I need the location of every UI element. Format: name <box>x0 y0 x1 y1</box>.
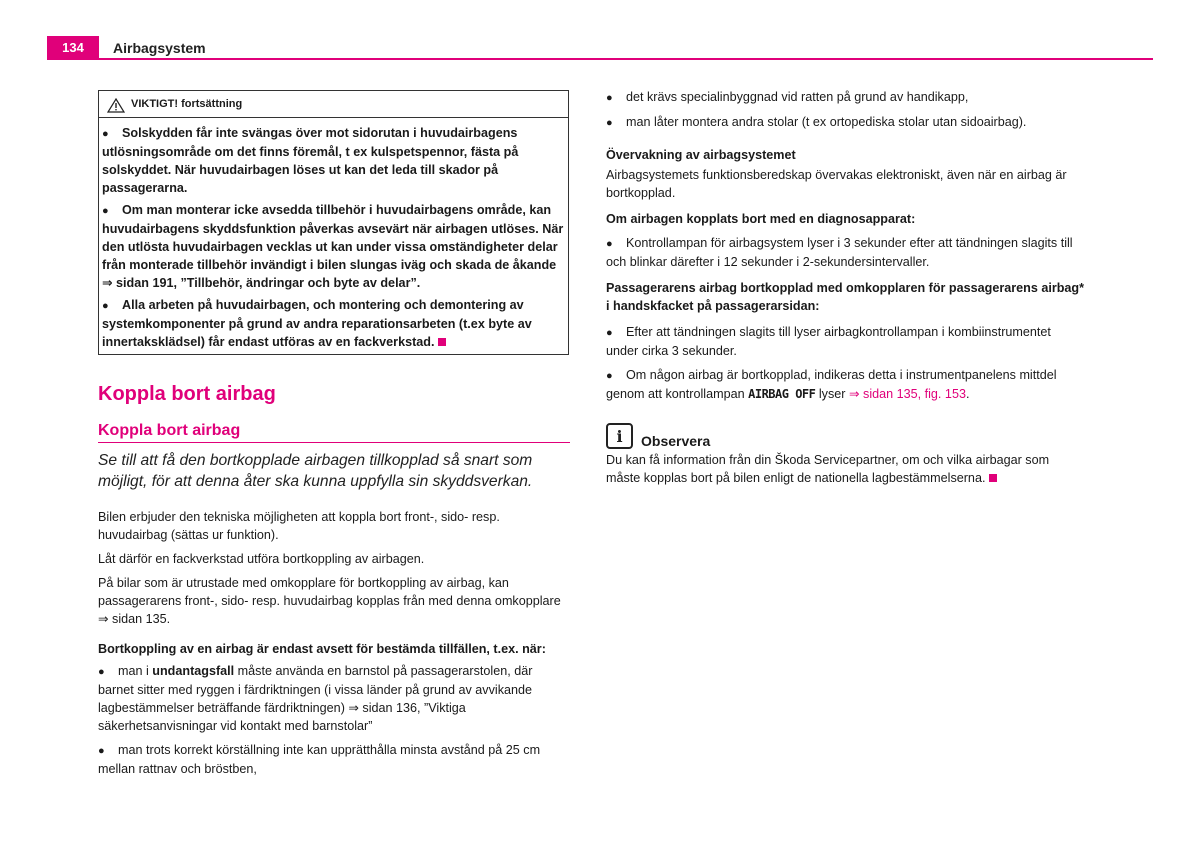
bullet-icon <box>606 113 626 132</box>
page-number: 134 <box>47 36 99 60</box>
bold-intro: Bortkoppling av en airbag är endast avsett för bestämda tillfällen, t.ex. när: <box>98 642 546 656</box>
warning-title: VIKTIGT! fortsättning <box>131 97 243 110</box>
paragraph: Låt därför en fackverkstad utföra bortkoppling av airbagen. <box>98 552 425 566</box>
end-mark-icon <box>989 474 997 482</box>
warning-box <box>98 90 569 355</box>
header-rule <box>47 58 1153 60</box>
bullet-icon <box>606 88 626 107</box>
bullet-icon <box>606 366 626 385</box>
bullet-icon <box>98 741 118 760</box>
chapter-title: Airbagsystem <box>113 40 206 56</box>
lead-text: Se till att få den bortkopplade airbagen tillkopplad så snart som möjligt, för att denna åter ska kunna uppfylla sin skyddsverkan. <box>98 452 533 490</box>
right-column <box>606 88 1086 487</box>
warning-triangle-icon <box>107 97 125 112</box>
page-header <box>47 36 1153 60</box>
note-header <box>606 423 1086 449</box>
list-item: ●man låter montera andra stolar (t ex ortopediska stolar utan sidoairbag). <box>606 113 1086 132</box>
note-title: Observera <box>641 433 711 449</box>
subheading: Övervakning av airbagsystemet <box>606 148 796 162</box>
airbag-off-indicator: AIRBAG OFF <box>748 387 816 401</box>
left-column <box>98 90 570 778</box>
note-body: Du kan få information från din Škoda Servicepartner, om och vilka airbagar som måste kopplas bort på bilen enligt de nationella lagbestämmelserna. <box>606 453 1050 485</box>
section-title: Koppla bort airbag <box>98 383 276 405</box>
end-mark-icon <box>438 338 446 346</box>
list-item: ●Efter att tändningen slagits till lyser airbagkontrollampan i kombiinstrumentet under cirka 3 sekunder. <box>606 323 1086 360</box>
subheading: Om airbagen kopplats bort med en diagnosapparat: <box>606 212 916 226</box>
bullet-icon <box>102 201 122 220</box>
list-item: ●man i undantagsfall måste använda en barnstol på passagerarstolen, där barnet sitter med ryggen i färdriktningen (i vissa länder på grund av avvikande lagbestämmelser beträffande färdriktningen) ⇒ sidan 136, ”Viktiga säkerhetsanvisningar vid kontakt med barnstolar” <box>98 662 570 735</box>
info-i-icon: i <box>606 423 633 449</box>
subsection-title: Koppla bort airbag <box>98 422 570 443</box>
bullet-icon <box>606 323 626 342</box>
warning-item: ●Alla arbeten på huvudairbagen, och montering och demontering av systemkomponenter på grund av andra reparationsarbeten (t.ex byte av innertaksklädsel) får endast utföras av en fackverkstad. <box>102 296 565 351</box>
page-reference: ⇒ sidan 135. <box>98 612 171 626</box>
paragraph: Bilen erbjuder den tekniska möjligheten att koppla bort front-, sido- resp. huvudairbag (sättas ur funktion). <box>98 510 500 542</box>
paragraph: Airbagsystemets funktionsberedskap övervakas elektroniskt, även när en airbag är bortkopplad. <box>606 168 1067 200</box>
page-reference-link[interactable]: ⇒ sidan 135, fig. 153 <box>848 387 966 401</box>
warning-header <box>99 91 568 118</box>
paragraph: På bilar som är utrustade med omkopplare för bortkoppling av airbag, kan passagerarens front-, sido- resp. huvudairbag kopplas från med denna omkopplare ⇒ sidan 135. <box>98 576 561 626</box>
bullet-icon <box>98 662 118 681</box>
warning-item: ●Om man monterar icke avsedda tillbehör i huvudairbagens område, kan huvudairbagens skyddsfunktion påverkas avsevärt när airbagen utlöses. När den utlösta huvudairbagen vecklas ut kan under vissa omständigheter delar från monterade tillbehör invändigt i bilen slungas iväg och skada de åkande ⇒ sidan 191, ”Tillbehör, ändringar och byte av delar”. <box>102 201 565 292</box>
list-item: ●man trots korrekt körställning inte kan upprätthålla minsta avstånd på 25 cm mellan rattnav och bröstben, <box>98 741 570 778</box>
bullet-icon <box>102 124 122 143</box>
bullet-icon <box>102 296 122 315</box>
subheading: Passagerarens airbag bortkopplad med omkopplaren för passagerarens airbag* i handskfacket på passagerarsidan: <box>606 281 1085 313</box>
list-item: ●Kontrollampan för airbagsystem lyser i 3 sekunder efter att tändningen slagits till och blinkar därefter i 12 sekunder i 2-sekundersintervaller. <box>606 234 1086 271</box>
warning-item: ●Solskydden får inte svängas över mot sidorutan i huvudairbagens utlösningsområde om det finns föremål, t ex kulspetspennor, fästa på solskyddet. När huvudairbagen löses ut kan det leda till skador på passagerarna. <box>102 124 565 197</box>
list-item: ●Om någon airbag är bortkopplad, indikeras detta i instrumentpanelens mittdel genom att kontrollampan AIRBAG OFF lyser ⇒ sidan 135, fig. 153. <box>606 366 1086 403</box>
warning-body <box>99 118 568 354</box>
bullet-icon <box>606 234 626 253</box>
list-item: ●det krävs specialinbyggnad vid ratten på grund av handikapp, <box>606 88 1086 107</box>
